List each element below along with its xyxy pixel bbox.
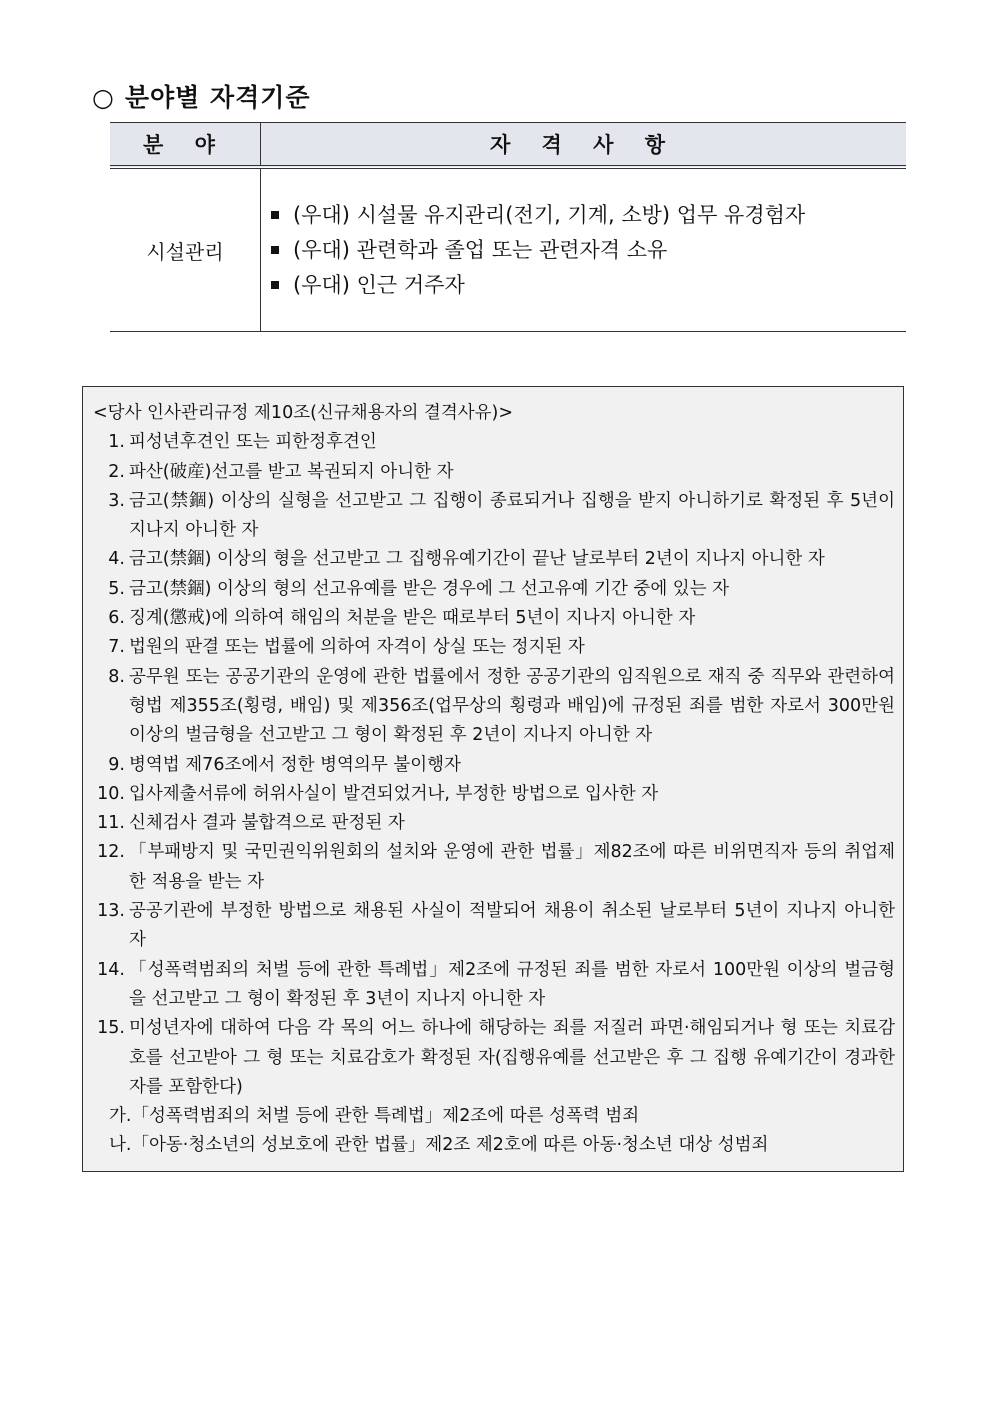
list-item <box>93 545 895 574</box>
list-item <box>93 897 895 956</box>
qualification-table <box>110 122 906 332</box>
item-number: 1. <box>108 432 125 453</box>
item-text: 미성년자에 대하여 다음 각 목의 어느 하나에 해당하는 죄를 저질러 파면·해임되거나 형 또는 치료감호를 선고받아 그 형 또는 치료감호가 확정된 자(집행유예를 선고받은 후 그 집행 유예기간이 경과한 자를 포함한다) <box>129 1018 895 1097</box>
requirement-text: (우대) 관련학과 졸업 또는 관련자격 소유 <box>293 237 668 262</box>
item-number: 11. <box>97 813 125 834</box>
sub-item: 나.「아동·청소년의 성보호에 관한 법률」제2조 제2호에 따른 아동·청소년 대상 성범죄 <box>109 1135 769 1156</box>
item-number: 10. <box>97 783 125 804</box>
item-number: 8. <box>108 666 125 687</box>
requirement-item <box>271 198 905 233</box>
field-cell: 시설관리 <box>110 167 261 332</box>
header-field: 분 야 <box>110 123 261 168</box>
section-title <box>92 78 311 114</box>
rules-heading: <당사 인사관리규정 제10조(신규채용자의 결격사유)> <box>93 403 514 423</box>
item-number: 3. <box>108 490 125 511</box>
item-number: 2. <box>108 461 125 482</box>
list-item <box>93 956 895 1015</box>
header-qualifications: 자 격 사 항 <box>261 123 907 168</box>
item-number: 13. <box>97 901 125 922</box>
item-text: 신체검사 결과 불합격으로 판정된 자 <box>129 813 405 834</box>
item-number: 6. <box>108 608 125 629</box>
list-item <box>93 809 895 838</box>
item-text: 피성년후견인 또는 피한정후견인 <box>129 432 377 453</box>
sub-item: 가.「성폭력범죄의 처벌 등에 관한 특례법」제2조에 따른 성폭력 범죄 <box>109 1106 640 1127</box>
list-item <box>93 575 895 604</box>
circle-marker-icon: ○ <box>92 83 115 112</box>
item-text: 금고(禁錮) 이상의 실형을 선고받고 그 집행이 종료되거나 집행을 받지 아니하기로 확정된 후 5년이 지나지 아니한 자 <box>129 490 895 541</box>
item-number: 12. <box>97 842 125 863</box>
item-number: 9. <box>108 754 125 775</box>
item-text: 파산(破産)선고를 받고 복권되지 아니한 자 <box>129 461 454 482</box>
list-item <box>93 838 895 897</box>
list-item <box>93 751 895 780</box>
square-bullet-icon <box>271 281 279 289</box>
list-item <box>93 428 895 457</box>
square-bullet-icon <box>271 211 279 219</box>
item-text: 금고(禁錮) 이상의 형을 선고받고 그 집행유예기간이 끝난 날로부터 2년이 지나지 아니한 자 <box>129 549 825 570</box>
item-number: 15. <box>97 1018 125 1039</box>
list-item <box>93 663 895 751</box>
square-bullet-icon <box>271 246 279 254</box>
requirement-item <box>271 233 905 268</box>
list-item <box>93 780 895 809</box>
item-number: 5. <box>108 578 125 599</box>
item-text: 공무원 또는 공공기관의 운영에 관한 법률에서 정한 공공기관의 임직원으로 재직 중 직무와 관련하여 형법 제355조(횡령, 배임) 및 제356조(업무상의 횡령과 배임)에 규정된 죄를 범한 자로서 300만원 이상의 벌금형을 선고받고 그 형이 확정된 후 2년이 지나지 아니한 자 <box>129 666 895 746</box>
item-text: 「성폭력범죄의 처벌 등에 관한 특례법」제2조에 규정된 죄를 범한 자로서 100만원 이상의 벌금형을 선고받고 그 형이 확정된 후 3년이 지나지 아니한 자 <box>129 959 895 1009</box>
table-row <box>110 167 906 332</box>
item-text: 입사제출서류에 허위사실이 발견되었거나, 부정한 방법으로 입사한 자 <box>129 783 659 804</box>
item-text: 금고(禁錮) 이상의 형의 선고유예를 받은 경우에 그 선고유예 기간 중에 있는 자 <box>129 578 730 599</box>
requirement-text: (우대) 인근 거주자 <box>293 272 465 297</box>
section-title-text: 분야별 자격기준 <box>124 83 311 112</box>
item-text: 법원의 판결 또는 법률에 의하여 자격이 상실 또는 정지된 자 <box>129 637 585 658</box>
table-header-row <box>110 123 906 168</box>
item-text: 병역법 제76조에서 정한 병역의무 불이행자 <box>129 754 461 775</box>
list-item <box>93 604 895 633</box>
item-number: 4. <box>108 549 125 570</box>
list-item <box>93 487 895 546</box>
item-number: 7. <box>108 637 125 658</box>
requirement-text: (우대) 시설물 유지관리(전기, 기계, 소방) 업무 유경험자 <box>293 202 806 227</box>
item-text: 공공기관에 부정한 방법으로 채용된 사실이 적발되어 채용이 취소된 날로부터 5년이 지나지 아니한 자 <box>129 901 895 951</box>
list-item <box>93 1014 895 1102</box>
requirements-cell <box>261 167 907 332</box>
item-text: 「부패방지 및 국민권익위원회의 설치와 운영에 관한 법률」제82조에 따른 비위면직자 등의 취업제한 적용을 받는 자 <box>129 842 895 892</box>
requirement-item <box>271 268 905 303</box>
list-item <box>93 458 895 487</box>
list-item <box>93 633 895 662</box>
item-number: 14. <box>97 959 125 980</box>
item-text: 징계(懲戒)에 의하여 해임의 처분을 받은 때로부터 5년이 지나지 아니한 자 <box>129 608 696 629</box>
disqualification-rules-box <box>82 386 904 1172</box>
